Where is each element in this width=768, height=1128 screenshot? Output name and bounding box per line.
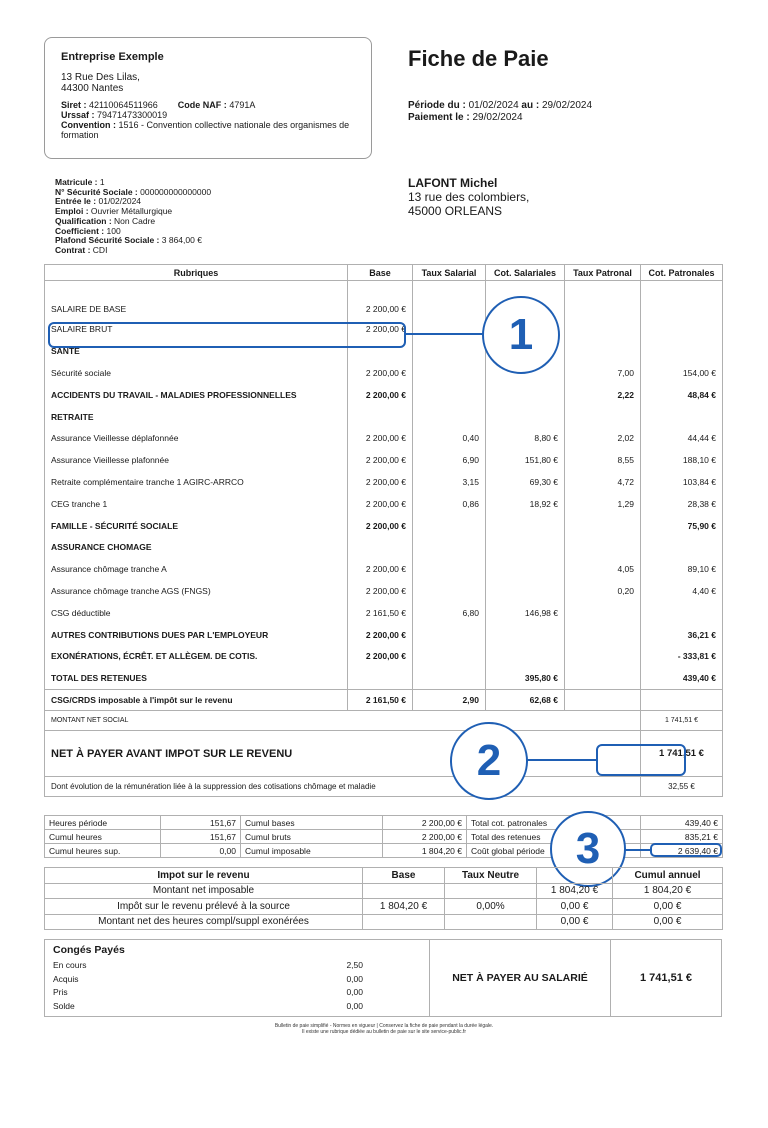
document-title: Fiche de Paie: [408, 46, 549, 71]
info-value: 000000000000000: [140, 186, 212, 197]
cell-base: 2 200,00 €: [348, 281, 413, 319]
impot-value: 1 804,20 €: [363, 899, 445, 915]
cumul-value: 0,00: [161, 844, 241, 858]
cell-rubrique: Retraite complémentaire tranche 1 AGIRC-ARRCO: [45, 471, 348, 493]
impot-label: Montant net imposable: [45, 883, 363, 899]
table-row: [45, 689, 723, 711]
cell-cot-patronale: 439,40 €: [641, 667, 723, 689]
period-block: [408, 100, 592, 124]
table-row: [45, 515, 723, 537]
company-ids: [61, 100, 355, 110]
cell-cot-salariale: [486, 515, 565, 537]
cell-taux-patronal: [565, 667, 641, 689]
employee-info-line: [55, 246, 211, 256]
info-label: Qualification :: [55, 215, 112, 226]
cell-taux-salarial: 0,86: [413, 493, 486, 515]
evolution-label: Dont évolution de la rémunération liée à la suppression des cotisations chômage et maladie: [45, 777, 641, 797]
employee-name: LAFONT Michel: [408, 176, 498, 190]
cell-base: 2 200,00 €: [348, 624, 413, 646]
cell-cot-patronale: [641, 536, 723, 558]
impot-value: 1 804,20 €: [613, 883, 723, 899]
cell-cot-patronale: 48,84 €: [641, 384, 723, 406]
info-value: Ouvrier Métallurgique: [90, 206, 173, 217]
company-address-line1: 13 Rue Des Lilas,: [61, 72, 140, 83]
table-row: [45, 281, 723, 319]
cell-taux-patronal: 2,02: [565, 427, 641, 449]
cumul-row: [45, 816, 723, 830]
cell-taux-salarial: [413, 645, 486, 667]
info-value: 3 864,00 €: [161, 235, 202, 246]
net-salarie-value: 1 741,51 €: [640, 972, 692, 984]
cell-rubrique: ASSURANCE CHOMAGE: [45, 536, 348, 558]
cell-rubrique: AUTRES CONTRIBUTIONS DUES PAR L'EMPLOYEUR: [45, 624, 348, 646]
payment-label: Paiement le :: [408, 112, 470, 123]
highlight-cout-global: [650, 843, 722, 857]
conges-row: [53, 987, 363, 1001]
urssaf-value: 79471473300019: [97, 110, 168, 120]
cell-taux-salarial: 3,15: [413, 471, 486, 493]
naf-label: Code NAF :: [177, 100, 227, 110]
cumul-label: Cumul heures: [45, 830, 161, 844]
annotation-circle-2: 2: [450, 722, 528, 800]
cell-cot-patronale: [641, 689, 723, 711]
table-row: [45, 449, 723, 471]
evolution-value: 32,55 €: [641, 777, 723, 797]
table-row: [45, 384, 723, 406]
annotation-circle-1: 1: [482, 296, 560, 374]
cell-taux-salarial: [413, 384, 486, 406]
cell-taux-patronal: 1,29: [565, 493, 641, 515]
cell-base: 2 200,00 €: [348, 362, 413, 384]
cell-cot-patronale: 36,21 €: [641, 624, 723, 646]
impot-value: 0,00 €: [537, 899, 613, 915]
cumul-value: 835,21 €: [641, 830, 723, 844]
cell-taux-patronal: [565, 624, 641, 646]
cell-taux-salarial: [413, 319, 486, 341]
conges-label: Acquis: [53, 973, 79, 984]
highlight-salaire-brut: [48, 322, 406, 348]
info-label: Matricule :: [55, 177, 98, 187]
cumul-value: 439,40 €: [641, 816, 723, 830]
cell-taux-patronal: [565, 602, 641, 624]
cell-rubrique: RETRAITE: [45, 406, 348, 428]
table-header-row: [45, 265, 723, 281]
cumul-value: 2 200,00 €: [383, 816, 467, 830]
cell-cot-salariale: [486, 536, 565, 558]
net-before-tax-label: NET À PAYER AVANT IMPOT SUR LE REVENU: [45, 731, 641, 777]
cell-taux-patronal: 2,22: [565, 384, 641, 406]
cumul-label: Heures période: [45, 816, 161, 830]
convention-value: 1516 - Convention collective nationale des organismes de formation: [61, 120, 350, 140]
company-name: Entreprise Exemple: [61, 51, 164, 63]
cumul-value: 151,67: [161, 816, 241, 830]
payment-date: 29/02/2024: [472, 112, 523, 123]
impot-table: [44, 867, 723, 930]
cell-cot-salariale: [486, 580, 565, 602]
cell-taux-salarial: [413, 362, 486, 384]
table-row: [45, 645, 723, 667]
cell-cot-salariale: 395,80 €: [486, 667, 565, 689]
cell-taux-salarial: [413, 558, 486, 580]
cell-base: 2 200,00 €: [348, 493, 413, 515]
cell-cot-patronale: [641, 281, 723, 319]
period-label: Période du :: [408, 100, 466, 111]
conges-row: [53, 960, 363, 974]
connector-line-1: [406, 333, 486, 335]
table-row: [45, 580, 723, 602]
impot-value: 0,00 €: [613, 914, 723, 930]
cell-cot-patronale: 103,84 €: [641, 471, 723, 493]
col-cot-salariales: Cot. Salariales: [486, 265, 565, 281]
net-before-tax-value: 1 741,51 €: [641, 731, 723, 777]
cell-base: [348, 667, 413, 689]
cumul-value: 2 200,00 €: [383, 830, 467, 844]
cell-cot-salariale: 8,80 €: [486, 427, 565, 449]
col-taux-salarial: Taux Salarial: [413, 265, 486, 281]
cell-rubrique: EXONÉRATIONS, ÉCRÊT. ET ALLÈGEM. DE COTIS.: [45, 645, 348, 667]
footer-note: [0, 1023, 768, 1035]
cell-taux-salarial: 6,80: [413, 602, 486, 624]
cell-base: 2 200,00 €: [348, 471, 413, 493]
naf-value: 4791A: [229, 100, 256, 110]
cell-base: 2 200,00 €: [348, 319, 413, 341]
cell-cot-patronale: 154,00 €: [641, 362, 723, 384]
info-value: 100: [106, 225, 121, 236]
conges-label: Solde: [53, 1000, 75, 1011]
table-row: [45, 536, 723, 558]
cell-taux-salarial: [413, 281, 486, 319]
impot-value: [363, 883, 445, 899]
siret-label: Siret :: [61, 100, 87, 110]
cell-taux-salarial: 0,40: [413, 427, 486, 449]
impot-col-base: Base: [363, 868, 445, 884]
cell-cot-patronale: 44,44 €: [641, 427, 723, 449]
cell-rubrique: Assurance chômage tranche A: [45, 558, 348, 580]
cell-cot-patronale: 75,90 €: [641, 515, 723, 537]
cell-rubrique: TOTAL DES RETENUES: [45, 667, 348, 689]
cell-rubrique: CEG tranche 1: [45, 493, 348, 515]
impot-value: 1 804,20 €: [537, 883, 613, 899]
cell-taux-patronal: [565, 645, 641, 667]
cell-rubrique: ACCIDENTS DU TRAVAIL - MALADIES PROFESSIONNELLES: [45, 384, 348, 406]
cell-taux-salarial: [413, 340, 486, 362]
employee-info: [55, 178, 211, 256]
employee-address-line2: 45000 ORLEANS: [408, 204, 503, 218]
convention-line: [61, 120, 355, 140]
cell-taux-patronal: 4,05: [565, 558, 641, 580]
net-social-label: MONTANT NET SOCIAL: [45, 711, 641, 731]
cumul-label: Cumul heures sup.: [45, 844, 161, 858]
net-salarie-label: NET À PAYER AU SALARIÉ: [429, 940, 611, 1016]
cumul-label: Total des retenues: [467, 830, 641, 844]
cell-cot-patronale: [641, 340, 723, 362]
table-row: [45, 471, 723, 493]
cell-rubrique: Sécurité sociale: [45, 362, 348, 384]
cell-base: 2 200,00 €: [348, 558, 413, 580]
impot-col-label: Impot sur le revenu: [45, 868, 363, 884]
urssaf-label: Urssaf :: [61, 110, 95, 120]
cell-rubrique: SANTÉ: [45, 340, 348, 362]
company-box: [44, 37, 372, 159]
conges-value: 0,00: [346, 987, 363, 997]
cell-base: 2 200,00 €: [348, 449, 413, 471]
info-value: 01/02/2024: [98, 196, 142, 207]
cumul-label: Cumul imposable: [241, 844, 383, 858]
conges-value: 0,00: [346, 1000, 363, 1011]
conges-box: [44, 939, 722, 1017]
table-row: [45, 624, 723, 646]
cell-rubrique: Assurance Vieillesse plafonnée: [45, 449, 348, 471]
table-row: [45, 427, 723, 449]
impot-label: Impôt sur le revenu prélevé à la source: [45, 899, 363, 915]
cell-taux-patronal: 4,72: [565, 471, 641, 493]
cell-cot-salariale: 69,30 €: [486, 471, 565, 493]
cell-cot-salariale: [486, 558, 565, 580]
impot-col-taux: Taux Neutre: [445, 868, 537, 884]
impot-value: [445, 914, 537, 930]
cell-cot-patronale: [641, 406, 723, 428]
cell-rubrique: SALAIRE DE BASE: [45, 281, 348, 319]
period-to-label: au :: [521, 100, 540, 111]
conges-title: Congés Payés: [53, 944, 125, 956]
cell-rubrique: Assurance Vieillesse déplafonnée: [45, 427, 348, 449]
connector-line-3: [624, 849, 651, 851]
info-label: Entrée le :: [55, 196, 97, 207]
impot-value: 0,00 €: [537, 914, 613, 930]
net-social-row: [45, 711, 723, 731]
impot-value: [445, 883, 537, 899]
cell-taux-patronal: [565, 406, 641, 428]
col-rubriques: Rubriques: [45, 265, 348, 281]
impot-col-cumul: Cumul annuel: [613, 868, 723, 884]
urssaf-line: [61, 110, 355, 120]
conges-row: [53, 974, 363, 988]
conges-value: 2,50: [346, 960, 363, 970]
cell-taux-patronal: [565, 515, 641, 537]
impot-row: [45, 914, 723, 930]
cumul-label: Cumul bases: [241, 816, 383, 830]
impot-row: [45, 883, 723, 899]
cell-taux-patronal: 0,20: [565, 580, 641, 602]
cumul-value: 1 804,20 €: [383, 844, 467, 858]
table-row: [45, 362, 723, 384]
impot-value: 0,00 €: [613, 899, 723, 915]
footer-line2: Il existe une rubrique dédiée au bulletin de paie sur le site service-public.fr: [302, 1029, 466, 1035]
cell-taux-patronal: [565, 689, 641, 711]
cell-base: 2 200,00 €: [348, 580, 413, 602]
cell-cot-salariale: [486, 645, 565, 667]
cell-base: 2 200,00 €: [348, 427, 413, 449]
connector-line-2: [527, 759, 597, 761]
cell-base: [348, 406, 413, 428]
cumul-label: Coût global période: [467, 844, 641, 858]
conges-label: Pris: [53, 987, 68, 997]
cell-taux-salarial: [413, 580, 486, 602]
cell-taux-salarial: [413, 536, 486, 558]
impot-col-montant: [537, 868, 613, 884]
impot-header-row: [45, 868, 723, 884]
cell-taux-patronal: 8,55: [565, 449, 641, 471]
cumul-value: 2 639,40 €: [641, 844, 723, 858]
cell-base: 2 200,00 €: [348, 645, 413, 667]
cell-taux-salarial: 2,90: [413, 689, 486, 711]
cell-cot-salariale: 151,80 €: [486, 449, 565, 471]
cell-cot-patronale: 188,10 €: [641, 449, 723, 471]
conges-value: 0,00: [346, 973, 363, 984]
cell-taux-salarial: [413, 624, 486, 646]
cumul-label: Cumul bruts: [241, 830, 383, 844]
cell-rubrique: Assurance chômage tranche AGS (FNGS): [45, 580, 348, 602]
cell-taux-salarial: [413, 667, 486, 689]
info-label: Coefficient :: [55, 225, 105, 236]
evolution-row: [45, 777, 723, 797]
info-value: Non Cadre: [114, 215, 156, 226]
employee-block: [408, 176, 529, 218]
cell-cot-salariale: 62,68 €: [486, 689, 565, 711]
cell-base: 2 200,00 €: [348, 515, 413, 537]
cell-taux-salarial: 6,90: [413, 449, 486, 471]
siret-value: 42110064511966: [89, 100, 158, 110]
col-base: Base: [348, 265, 413, 281]
cell-taux-salarial: [413, 406, 486, 428]
annotation-circle-3: 3: [550, 811, 626, 887]
cell-cot-patronale: 4,40 €: [641, 580, 723, 602]
impot-row: [45, 899, 723, 915]
cumul-label: Total cot. patronales: [467, 816, 641, 830]
cell-cot-patronale: 89,10 €: [641, 558, 723, 580]
footer-line1: Bulletin de paie simplifié - Normes en vigueur | Conservez la fiche de paie pendant la durée légale.: [274, 1023, 494, 1029]
cell-base: 2 161,50 €: [348, 689, 413, 711]
conges-row: [53, 1001, 363, 1015]
info-label: N° Sécurité Sociale :: [55, 186, 138, 197]
cell-cot-salariale: 146,98 €: [486, 602, 565, 624]
cell-cot-patronale: [641, 319, 723, 341]
table-row: [45, 493, 723, 515]
table-row: [45, 406, 723, 428]
cell-taux-patronal: [565, 536, 641, 558]
table-row: [45, 667, 723, 689]
cell-base: 2 200,00 €: [348, 384, 413, 406]
cell-cot-patronale: - 333,81 €: [641, 645, 723, 667]
period-line: [408, 100, 592, 112]
impot-value: 0,00%: [445, 899, 537, 915]
col-cot-patronales: Cot. Patronales: [641, 265, 723, 281]
cell-base: 2 161,50 €: [348, 602, 413, 624]
cell-rubrique: CSG déductible: [45, 602, 348, 624]
net-social-value: 1 741,51 €: [641, 711, 723, 731]
conges-section: [53, 944, 363, 1014]
cell-taux-patronal: [565, 340, 641, 362]
company-address-line2: 44300 Nantes: [61, 83, 124, 94]
info-value: CDI: [92, 244, 108, 255]
payment-line: [408, 112, 592, 124]
cell-taux-patronal: [565, 281, 641, 319]
info-label: Plafond Sécurité Sociale :: [55, 235, 160, 246]
info-value: 1: [99, 177, 105, 187]
cell-cot-patronale: 28,38 €: [641, 493, 723, 515]
cell-rubrique: CSG/CRDS imposable à l'impôt sur le revenu: [45, 689, 348, 711]
table-row: [45, 558, 723, 580]
cell-cot-salariale: 18,92 €: [486, 493, 565, 515]
cell-cot-salariale: [486, 406, 565, 428]
impot-value: [363, 914, 445, 930]
cumul-value: 151,67: [161, 830, 241, 844]
cell-taux-salarial: [413, 515, 486, 537]
highlight-net-avant-impot: [596, 744, 686, 776]
info-label: Emploi :: [55, 206, 89, 217]
cell-base: [348, 536, 413, 558]
convention-label: Convention :: [61, 120, 116, 130]
employee-address-line1: 13 rue des colombiers,: [408, 190, 530, 204]
col-taux-patronal: Taux Patronal: [565, 265, 641, 281]
period-from: 01/02/2024: [468, 100, 519, 111]
cell-cot-patronale: [641, 602, 723, 624]
cell-cot-salariale: [486, 384, 565, 406]
cell-taux-patronal: 7,00: [565, 362, 641, 384]
info-label: Contrat :: [55, 244, 91, 255]
cell-rubrique: SALAIRE BRUT: [45, 319, 348, 341]
table-row: [45, 602, 723, 624]
period-to: 29/02/2024: [541, 100, 593, 111]
impot-label: Montant net des heures compl/suppl exonérées: [45, 914, 363, 930]
cell-cot-salariale: [486, 624, 565, 646]
cell-rubrique: FAMILLE - SÉCURITÉ SOCIALE: [45, 515, 348, 537]
conges-label: En cours: [53, 960, 87, 970]
cell-taux-patronal: [565, 319, 641, 341]
